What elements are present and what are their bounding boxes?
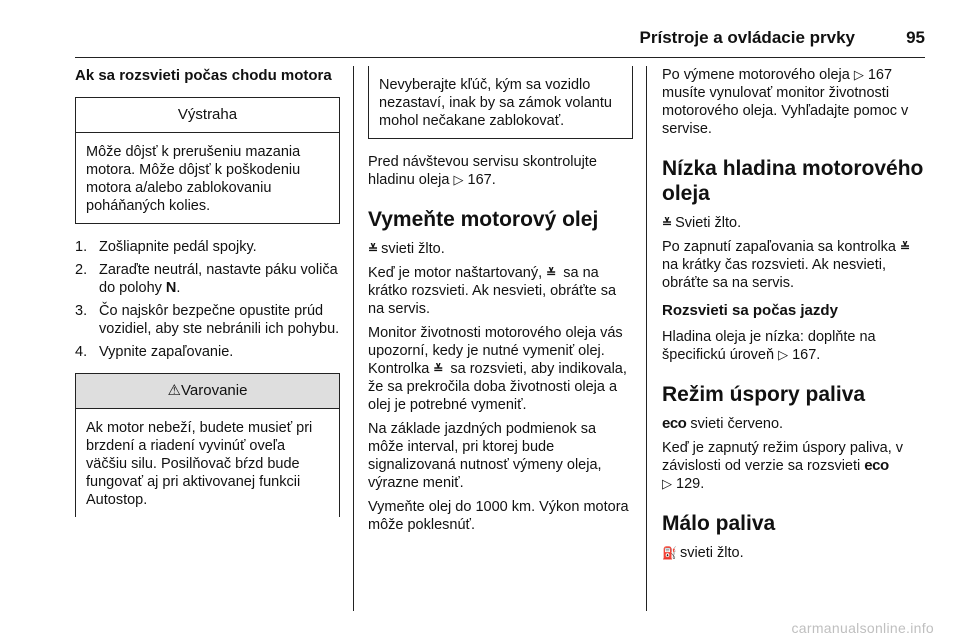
paragraph: Na základe jazdných podmienok sa môže interval, pri ktorej bude signalizovaná nutnosť výmeny oleja, výrazne meniť.	[368, 421, 602, 491]
warning-box-title: Výstraha	[76, 98, 339, 133]
page-ref[interactable]: 129	[676, 476, 701, 492]
list-item: 3. Čo najskôr bezpečne opustite prúd vozidiel, aby ste nebránili ich pohybu.	[75, 303, 340, 337]
paragraph: Vymeňte olej do 1000 km. Výkon motora môže poklesnúť.	[368, 499, 629, 533]
subsection-heading: Rozsvieti sa počas jazdy	[662, 302, 838, 319]
step-list	[75, 238, 340, 361]
oil-can-icon: ≚	[368, 242, 379, 256]
page-ref[interactable]: 167	[867, 67, 893, 83]
section-heading: Režim úspory paliva	[662, 383, 866, 406]
header-title: Prístroje a ovládacie prvky	[639, 28, 855, 47]
oil-can-icon: ≚	[433, 362, 444, 376]
section-heading: Vymeňte motorový olej	[368, 208, 599, 231]
section-heading: Nízka hladina motorového oleja	[662, 157, 924, 205]
column-divider	[353, 66, 354, 611]
fuel-pump-icon: ⛽	[662, 546, 677, 560]
page-header	[75, 28, 925, 58]
caution-box	[75, 373, 340, 517]
eco-icon: eco	[864, 457, 889, 474]
list-item: 4. Vypnite zapaľovanie.	[75, 344, 234, 360]
section-heading: Ak sa rozsvieti počas chodu motora	[75, 67, 332, 84]
column-1	[75, 66, 340, 531]
list-item: 2. Zaraďte neutrál, nastavte páku voliča do polohy N.	[75, 262, 338, 296]
watermark: carmanualsonline.info	[791, 620, 934, 636]
xref-icon: ▷	[853, 67, 864, 82]
page-ref[interactable]: 167	[792, 347, 817, 363]
xref-icon: ▷	[662, 476, 672, 491]
oil-level-icon: ≚	[662, 216, 673, 230]
xref-icon: ▷	[453, 172, 464, 187]
warning-triangle-icon: ⚠	[167, 382, 181, 399]
oil-level-icon: ≚	[900, 240, 911, 254]
oil-can-icon: ≚	[546, 266, 557, 280]
eco-icon: eco	[662, 415, 687, 432]
section-heading: Málo paliva	[662, 512, 776, 535]
caution-box-title: ⚠Varovanie	[76, 374, 339, 409]
column-2: Nevyberajte kľúč, kým sa vozidlo nezastaví, inak by sa zámok volantu mohol nečakane zablokovať. Pred návštevou servisu skontrolujte hladinu oleja ▷ 167. Vymeňte motorový olej ≚ svieti žlto. Keď je motor naštartovaný, ≚ sa na krátko rozsvieti. Ak nesvieti, obráťte sa na servis. Monitor životnosti motorového oleja vás upozorní, kedy je nutné vymeniť olej. Kontrolka ≚ sa rozsvieti, aby indikovala, že sa prekročila doba životnosti oleja a olej je potrebné vymeniť. Na základe jazdných podmienok sa môže interval, pri ktorej bude signalizovaná nutnosť výmeny oleja, výrazne meniť. Vymeňte olej do 1000 km. Výkon motora môže poklesnúť.	[368, 66, 633, 540]
xref-icon: ▷	[778, 347, 789, 362]
list-item: 1. Zošliapnite pedál spojky.	[75, 239, 257, 255]
paragraph: Pred návštevou servisu skontrolujte hladinu oleja ▷ 167.	[368, 154, 597, 188]
warning-box-body: Môže dôjsť k prerušeniu mazania motora. Môže dôjsť k poškodeniu motora a/alebo zablokovaniu poháňaných kolies.	[86, 144, 301, 214]
page-ref[interactable]: 167	[467, 172, 492, 188]
column-3: Po výmene motorového oleja ▷ 167 musíte vynulovať monitor životnosti motorového oleja. Vyhľadajte pomoc v servise. Nízka hladina motorového oleja ≚ Svieti žlto. Po zapnutí zapaľovania sa kontrolka ≚ na krátky čas rozsvieti. Ak nesvieti, obráťte sa na servis. Rozsvieti sa počas jazdy Hladina oleja je nízka: doplňte na špecifickú úroveň ▷ 167. Režim úspory paliva eco svieti červeno. Keď je zapnutý režim úspory paliva, v závislosti od verzie sa rozsvieti eco ▷ 129. Málo paliva ⛽ svieti žlto.	[662, 66, 927, 568]
column-divider	[646, 66, 647, 611]
warning-box	[75, 97, 340, 224]
page-number: 95	[906, 28, 925, 47]
caution-box-body: Ak motor nebeží, budete musieť pri brzdení a riadení vyvinúť oveľa väčšiu silu. Posilňovač bŕzd bude fungovať aj pri aktivovanej funkcii Autostop.	[86, 420, 313, 508]
caution-box-continued: Nevyberajte kľúč, kým sa vozidlo nezastaví, inak by sa zámok volantu mohol nečakane zablokovať.	[368, 66, 633, 139]
